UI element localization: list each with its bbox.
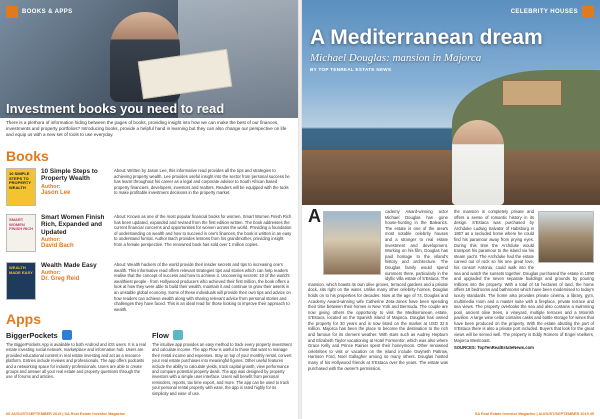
books-heading: Books <box>6 148 49 164</box>
app-header <box>6 330 146 340</box>
book-entry <box>6 214 292 252</box>
book-cover-text: SMART WOMEN FINISH RICH <box>9 217 33 232</box>
article-subtitle: Michael Douglas: mansion in Majorca <box>310 52 482 64</box>
app-entry <box>6 330 146 380</box>
article-inset-image <box>538 211 594 263</box>
right-page <box>302 0 600 419</box>
book-cover-text: 10 SIMPLE STEPS TO PROPERTY WEALTH <box>9 171 31 190</box>
article-column-2 <box>454 209 594 351</box>
app-header <box>152 330 292 340</box>
book-entry <box>6 168 292 206</box>
book-cover <box>6 168 36 206</box>
hero-portrait <box>452 120 504 205</box>
left-footer <box>6 412 125 416</box>
flow-app-icon <box>173 330 183 340</box>
author-name: Jason Lee <box>41 189 71 196</box>
section-tag-icon <box>6 6 18 18</box>
book-meta <box>41 262 109 312</box>
article-source: SOURCES: TopTenRealEstateNews.com <box>454 345 534 351</box>
book-cover-text: WEALTH MADE EASY <box>9 265 33 275</box>
author-label: Author: <box>41 237 61 244</box>
footer-text: AUGUST/SEPTEMBER 2019 | SA Real Estate Investor Magazine <box>11 412 126 416</box>
app-description: The intuitive app provides an easy method to track every property investment and calculate income. The app Flow is useful to those that want to manage their rental income and expenses. Stay on top of your monthly rental, convert your real estate purchases into meaningful figures. Other useful features include the ability to calculate yields, track capital growth, view performance and compare potential property deals. The app was designed by property investors with a simple user interface. Users will benefit from personal reminders, reports, tax time export, and more. The app can be used to track your personal rental property with ease, the app is rated highly for its simplicity and ease of use. <box>152 342 292 396</box>
section-tag <box>6 6 73 18</box>
section-tag-label: BOOKS & APPS <box>22 9 73 15</box>
author-label: Author: <box>41 270 61 277</box>
article-inset-image <box>323 211 381 275</box>
book-title: Smart Women Finish Rich, Expanded and Updated <box>41 214 105 236</box>
book-entry <box>6 262 292 312</box>
hero-terrace <box>302 150 600 205</box>
apps-heading: Apps <box>6 311 41 327</box>
hero-title: Investment books you need to read <box>6 101 225 116</box>
article-column-1 <box>308 206 448 371</box>
book-title: 10 Simple Steps to Property Wealth <box>41 168 98 183</box>
article-body: the mansion is completely private and offers a sense of romantic history in its design. S'Estaca was purchased by Archduke Ludwig Salvator of Habsburg in 1867 as a secluded home where he could find his paramour away from prying eyes. During this time the Archduke would transport his paramour to the island via his steam yacht. The Archduke had the estate carved out of rock so his one great love, his consort Antonia, could walk into the sea and watch the sunsets together. Douglas purchased the estate in 1990 and upgraded the seven separate buildings and grounds by pouring millions into the property. With a total of 16 hectares of land, the home offers 18 bedrooms and bathrooms which have been modernised to today's luxury standards. The home also provides private cinema, a library, gym, multimedia room and a master suite with a fireplace, private terrace and sea views. The property overlooks the sea and also contains a swimming pool, ancient olive trees, a vineyard, multiple terraces and a Moorish pavilion. A large wine cellar contains casks and bottle storage for wines that have been produced on the property. With the estate abutting the port of S'Estaca there is also a private port included. Buyers that look for the great views will be served well. The property is Eddy Romero of Engel Voelkers, Majorca Westcoast. <box>454 209 594 343</box>
page-number: 49 <box>589 412 594 416</box>
hero-image <box>0 0 298 118</box>
book-description: About: Written by Jason Lee, this informative read provides all the tips and strategies to achieving property wealth. Lee provides useful insight into the sector from personal success he has learnt throughout his career as a legal and corporate advisor to South African based property financiers, developers, investors and realtors. Readers will be equipped with the tools to make profitable investment decisions in the property market. <box>114 168 290 196</box>
app-description: The BiggerPockets App is available to both Android and iOS users. It is a real estate investing social network, marketplace and information hub. Users are provided educational content in real estate investing and act as a resource platform. Entries include reviews and professionals. The app offers podcasts and a networking space for industry professionals. Users are able to create groups and answer all your real estate and property questions through the use of forums and articles. <box>6 342 146 380</box>
section-tag-label: CELEBRITY HOUSES <box>510 9 578 15</box>
article-hero-image <box>302 0 600 205</box>
section-tag <box>511 6 594 18</box>
book-meta <box>41 168 109 206</box>
article-body: cademy Award-winning actor Michael Douglas has gone house-hunting in the Balearics. The estate is one of the area's most notable celebrity houses and a stranger to real estate investment and development. Working on his film, Douglas has paid homage to the island's history and architecture. The Douglas family would spend summers there, particularly in the idyllic villa estate of S'Estaca. The mansion, which boasts its own olive groves, terraced gardens and a private dock, sits right on the water. Unlike many other celebrity homes, Douglas holds on to his properties for decades. Now at the age of 74, Douglas and Academy Award-winning wife Catherine Zeta-Jones have been spending their time between their homes in New York and Bermuda. The couple are now giving others the opportunity to visit the Mediterranean estate, S'Estaca, located on the Spanish island of Majorca. Douglas has owned the property for 30 years and is now listed on the market at USD 32.5 million. Majorca has been the place to become the destination to the rich and famous for its clement weather. With stars such as Audrey Hepburn and Elizabeth Taylor vacationing at Hotel Formentor, which was also where Grace Kelly and Prince Rainier spent their honeymoon. Other renowned celebrities to visit or vacation on the island include Gwyneth Paltrow, Harrison Ford, Noel Gallagher among so many others. Douglas hosted many of his Hollywood friends at S'Estaca over the years. The estate was purchased with the owner's permission. <box>308 209 448 371</box>
book-title: Wealth Made Easy <box>41 262 97 269</box>
biggerpockets-app-icon <box>62 330 72 340</box>
book-description: About: Known as one of the most popular financial books for women, Smart Women Finish Rich has been updated, expanded and revised from the first edition written. The book addresses the current financial concerns and opportunities for women across the world. Providing a foundation of understanding on wealth and how to succeed in one's finances, the book is written in an easy to understand format. Author Bach provides lessons from his grandmother, providing insight from a female perspective. The renowned book has sold over 1 million copies. <box>114 214 292 247</box>
article-title: A Mediterranean dream <box>310 26 543 49</box>
book-meta <box>41 214 109 252</box>
intro-paragraph: There is a plethora of information hiding between the pages of books, providing insight into how we can make the best of our finances, investments and property portfolios? Introducing books, provide a helpful hand in learning but they can also change our perspective on life and equip us with a new set of tools to use everyday. <box>6 120 287 137</box>
app-name: Flow <box>152 330 169 340</box>
section-tag-icon <box>582 6 594 18</box>
author-name: Dr. Greg Reid <box>41 276 80 283</box>
hero-villa <box>502 80 562 106</box>
book-description: About: Wealth hackers of the world provide their insider secrets and tips to increasing one's wealth. This informative read offers relevant strategies tips and stories which can help readers realise that the concept of success and how to achieve it. Uncovering secrets: 10 of the world's wealthiest people - from Hollywood producers who achieved their first million, the book offers a look at how they were able to build their wealth, maintain it and continue to grow their assets in an unstable global economy. Some of these individuals will provide their own tips and advice on how readers can achieve wealth along with sharing relevant advice from personal stories and challenges they have faced. This is an ideal read for those looking to improve their approach to wealth. <box>114 262 291 312</box>
author-name: David Bach <box>41 243 74 250</box>
page-number: 66 <box>6 412 11 416</box>
right-footer <box>475 412 594 416</box>
left-page <box>0 0 298 419</box>
author-label: Author: <box>41 183 61 190</box>
book-cover <box>6 214 36 252</box>
book-cover <box>6 262 36 300</box>
app-entry <box>152 330 292 396</box>
app-name: BiggerPockets <box>6 330 58 340</box>
drop-cap: A <box>308 206 321 226</box>
footer-text: SA Real Estate Investor Magazine | AUGUST/SEPTEMBER 2019 <box>474 412 589 416</box>
article-byline: BY TOP TENREAL ESTATE NEWS <box>310 67 392 72</box>
